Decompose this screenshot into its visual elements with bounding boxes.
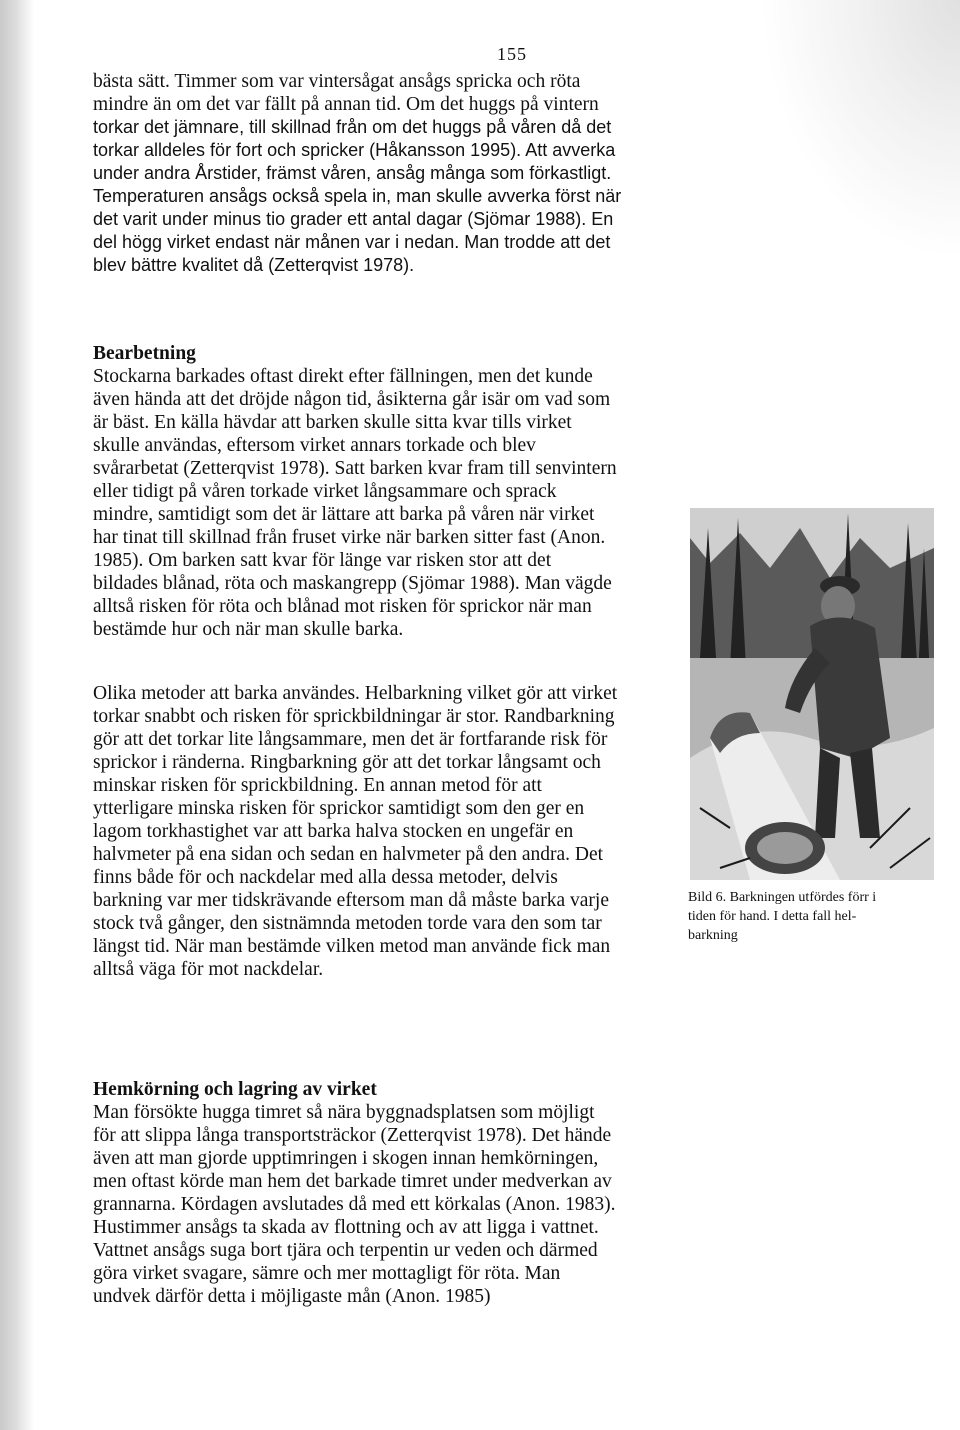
text-line: men oftast körde man hem det barkade timret under medverkan av [93, 1171, 612, 1192]
text-line: Man försökte hugga timret så nära byggnadsplatsen som möjligt [93, 1102, 595, 1123]
text-line: eller tidigt på våren torkade virket långsammare och sprack [93, 481, 557, 502]
caption-line: Bild 6. Barkningen utfördes förr i [688, 890, 877, 905]
page-number: 155 [497, 44, 527, 64]
caption-line: barkning [688, 928, 738, 943]
text-line: Stockarna barkades oftast direkt efter fällningen, men det kunde [93, 366, 593, 387]
text-line: finns både för och nackdelar med alla dessa metoder, delvis [93, 867, 558, 888]
barkning-photo [690, 508, 934, 880]
text-line: ytterligare minska risken för sprickor samtidigt som den ger en [93, 798, 585, 819]
text-line: Temperaturen ansågs också spela in, man skulle avverka först när [93, 186, 622, 206]
text-line: blev bättre kvalitet då (Zetterqvist 1978). [93, 255, 415, 275]
text-line: under andra Årstider, främst våren, ansåg många som förkastligt. [93, 163, 612, 183]
text-line: Vattnet ansågs suga bort tjära och terpentin ur veden och därmed [93, 1240, 598, 1261]
text-line: torkar alldeles för fort och spricker (Håkansson 1995). Att avverka [93, 140, 616, 160]
text-line: även att man gjorde upptimringen i skogen innan hemkörningen, [93, 1148, 599, 1169]
text-line: alltså risken för röta och blånad mot risken för sprickor när man [93, 596, 592, 617]
scan-edge-shadow [0, 0, 34, 1430]
caption-line: tiden för hand. I detta fall hel- [688, 909, 857, 924]
text-line: har tinat till skillnad från fruset virke när barken sitter fast (Anon. [93, 527, 606, 548]
text-line: barkning var mer tidskrävande eftersom man då måste barka varje [93, 890, 609, 911]
section-bearbetning [93, 342, 617, 641]
text-line: alltså väga för mot nackdelar. [93, 959, 324, 980]
section-hemkorning [93, 1078, 616, 1308]
text-line: del högg virket endast när månen var i nedan. Man trodde att det [93, 232, 611, 252]
text-line: torkar det jämnare, till skillnad från om det huggs på våren då det [93, 117, 612, 137]
text-line: 1985). Om barken satt kvar för länge var risken stor att det [93, 550, 552, 571]
text-line: mindre än om det var fällt på annan tid. Om det huggs på vintern [93, 94, 599, 115]
text-line: för att slippa långa transportsträckor (Zetterqvist 1978). Det hände [93, 1125, 612, 1146]
text-line: halvmeter på ena sidan och sedan en halvmeter på den andra. Det [93, 844, 604, 865]
barkning-methods-paragraph [93, 682, 617, 981]
text-line: bästa sätt. Timmer som var vintersågat ansågs spricka och röta [93, 71, 581, 92]
text-line: svårarbetat (Zetterqvist 1978). Satt barken kvar fram till senvintern [93, 458, 617, 479]
section-heading: Hemkörning och lagring av virket [93, 1079, 377, 1100]
text-line: Olika metoder att barka användes. Helbarkning vilket gör att virket [93, 683, 618, 704]
text-line: stock två gånger, den sistnämnda metoden torde vara den som tar [93, 913, 602, 934]
text-line: lagom torkhastighet var att barka halva stocken en ungefär en [93, 821, 574, 842]
text-line: undvek därför detta i möjligaste mån (Anon. 1985) [93, 1286, 491, 1307]
text-line: det varit under minus tio grader ett antal dagar (Sjömar 1988). En [93, 209, 614, 229]
text-line: Hustimmer ansågs ta skada av flottning och av att ligga i vattnet. [93, 1217, 599, 1238]
figure-caption [688, 888, 934, 945]
text-line: torkar snabbt och risken för sprickbildningar är stor. Randbarkning [93, 706, 615, 727]
text-line: bildades blånad, röta och maskangrepp (Sjömar 1988). Man vägde [93, 573, 612, 594]
text-line: minskar risken för sprickbildning. En annan metod för att [93, 775, 542, 796]
text-line: skulle användas, eftersom virket annars torkade och blev [93, 435, 536, 456]
scan-bleed-through [760, 0, 960, 260]
text-line: längst tid. När man bestämde vilken metod man använde fick man [93, 936, 611, 957]
text-line: göra virket svagare, sämre och mer mottagligt för röta. Man [93, 1263, 561, 1284]
text-line: gör att det torkar lite långsammare, men det är fortfarande risk för [93, 729, 608, 750]
section-heading: Bearbetning [93, 343, 196, 364]
text-line: bestämde hur och när man skulle barka. [93, 619, 404, 640]
text-line: även hända att det dröjde någon tid, åsikterna går isär om vad som [93, 389, 611, 410]
text-line: mindre, samtidigt som det är lättare att barka på våren när virket [93, 504, 595, 525]
text-line: sprickor i ränderna. Ringbarkning gör att det torkar långsamt och [93, 752, 601, 773]
text-line: är bäst. En källa hävdar att barken skulle sitta kvar tills virket [93, 412, 572, 433]
text-line: grannarna. Kördagen avslutades då med ett körkalas (Anon. 1983). [93, 1194, 616, 1215]
intro-paragraph [93, 70, 621, 277]
